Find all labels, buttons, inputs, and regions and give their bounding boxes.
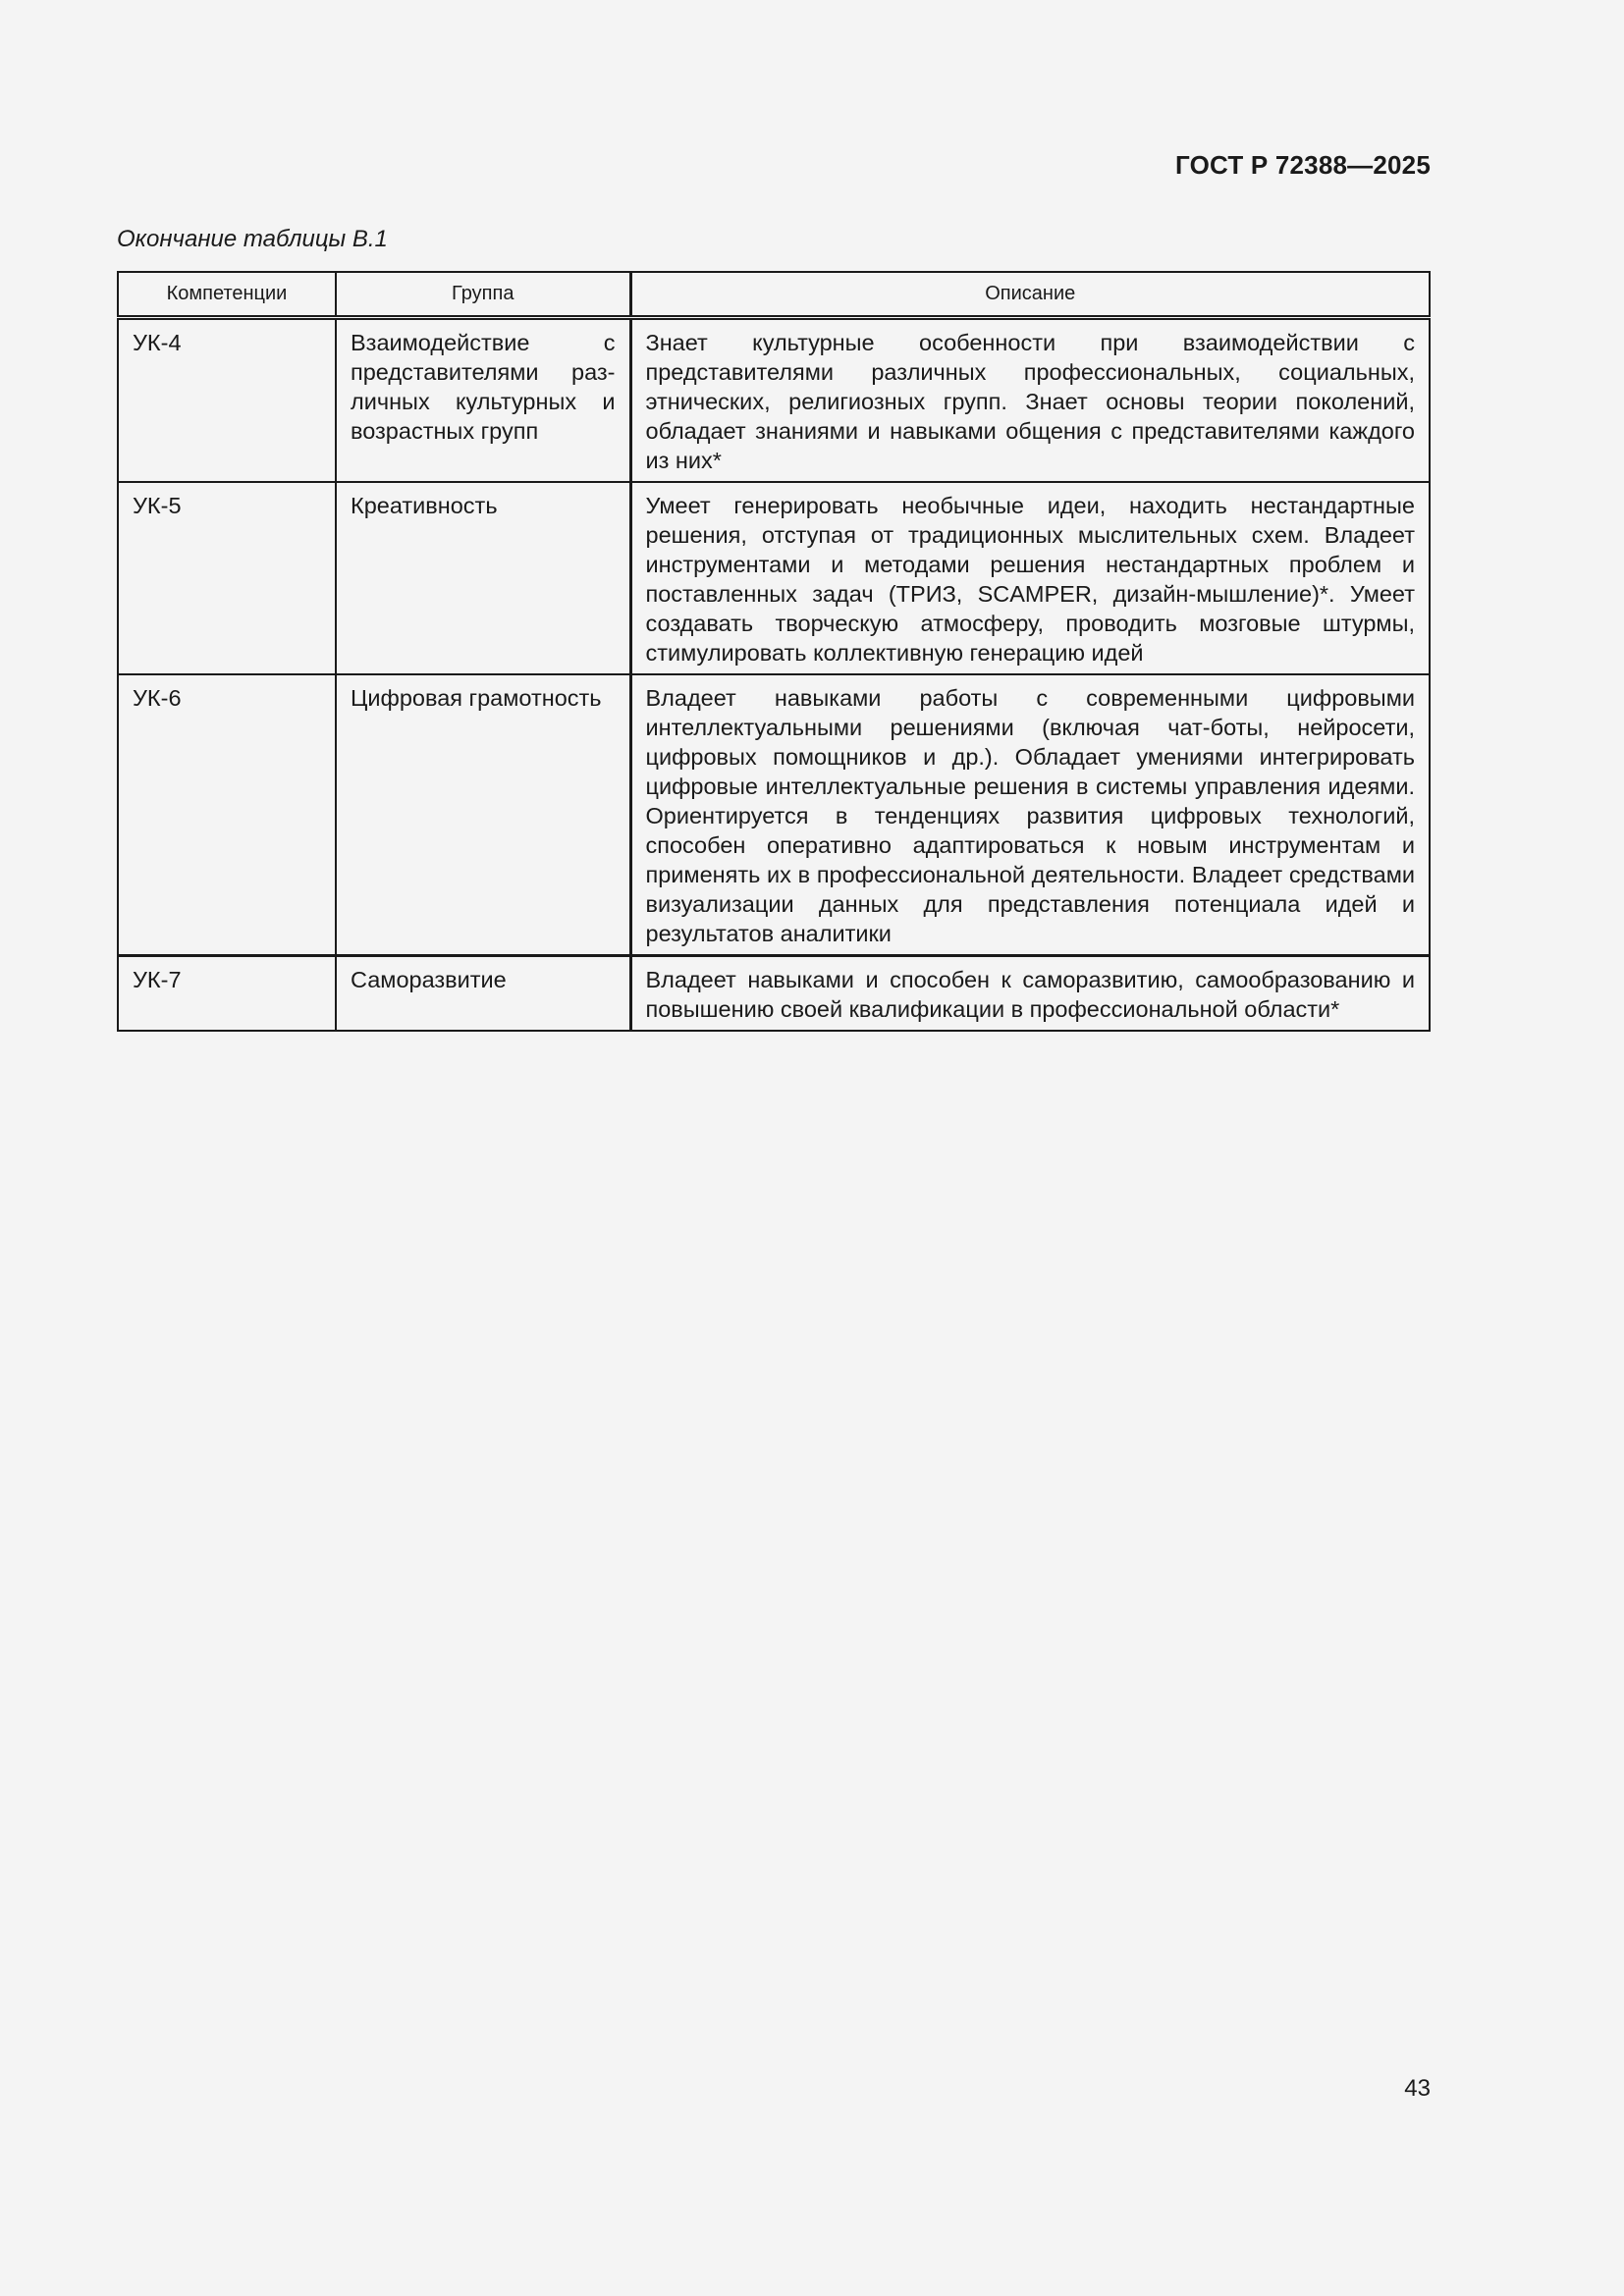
- competency-code: УК-5: [118, 482, 336, 674]
- competency-description: Умеет генерировать необычные идеи, находить нестандартные решения, отступая от традиционных мыслительных схем. Владеет инструментами и методами решения нестандартных проблем и поставленных задач (ТРИЗ, SCAMPER, дизайн-мышление)*. Умеет создавать творческую атмосферу, проводить мозговые штурмы, стимулировать коллективную генерацию идей: [630, 482, 1430, 674]
- table-body: [118, 318, 1430, 1032]
- table-row: [118, 318, 1430, 483]
- competency-code: УК-6: [118, 674, 336, 956]
- table-header: [118, 272, 1430, 318]
- competency-description: Владеет навыками и способен к саморазвитию, самообразованию и повышению своей квалификации в профессиональной области*: [630, 956, 1430, 1032]
- competencies-table: [117, 271, 1431, 1032]
- column-header-competencies: Компетенции: [118, 272, 336, 318]
- competency-code: УК-4: [118, 318, 336, 483]
- document-standard-number: ГОСТ Р 72388—2025: [1175, 150, 1431, 180]
- page-number: 43: [1404, 2075, 1431, 2102]
- competency-description: Знает культурные особенности при взаимодействии с представителями различных профессиональных, социальных, этнических, религиозных групп. Знает основы теории поколений, обладает знаниями и навыками общения с представителями каждого из них*: [630, 318, 1430, 483]
- column-header-description: Описание: [630, 272, 1430, 318]
- competency-group: Креативность: [336, 482, 630, 674]
- table-caption: Окончание таблицы В.1: [117, 226, 388, 252]
- table-row: [118, 482, 1430, 674]
- competency-code: УК-7: [118, 956, 336, 1032]
- competency-group: Саморазвитие: [336, 956, 630, 1032]
- competency-description: Владеет навыками работы с современными цифровыми интеллектуальными решениями (включая чат-боты, нейросети, цифровых помощников и др.). Обладает умениями интегрировать цифровые интеллектуальные решения в системы управления идеями. Ориентируется в тенденциях развития цифровых технологий, способен оперативно адаптироваться к новым инструментам и применять их в профессиональной деятельности. Владеет средствами визуализации данных для представления потенциала идей и результатов аналитики: [630, 674, 1430, 956]
- competency-group: Цифровая грамотность: [336, 674, 630, 956]
- column-header-group: Группа: [336, 272, 630, 318]
- table-row: [118, 956, 1430, 1032]
- competency-group: Взаимодействие с представителями различных культурных и возрастных групп: [336, 318, 630, 483]
- table-header-row: [118, 272, 1430, 318]
- table-row: [118, 674, 1430, 956]
